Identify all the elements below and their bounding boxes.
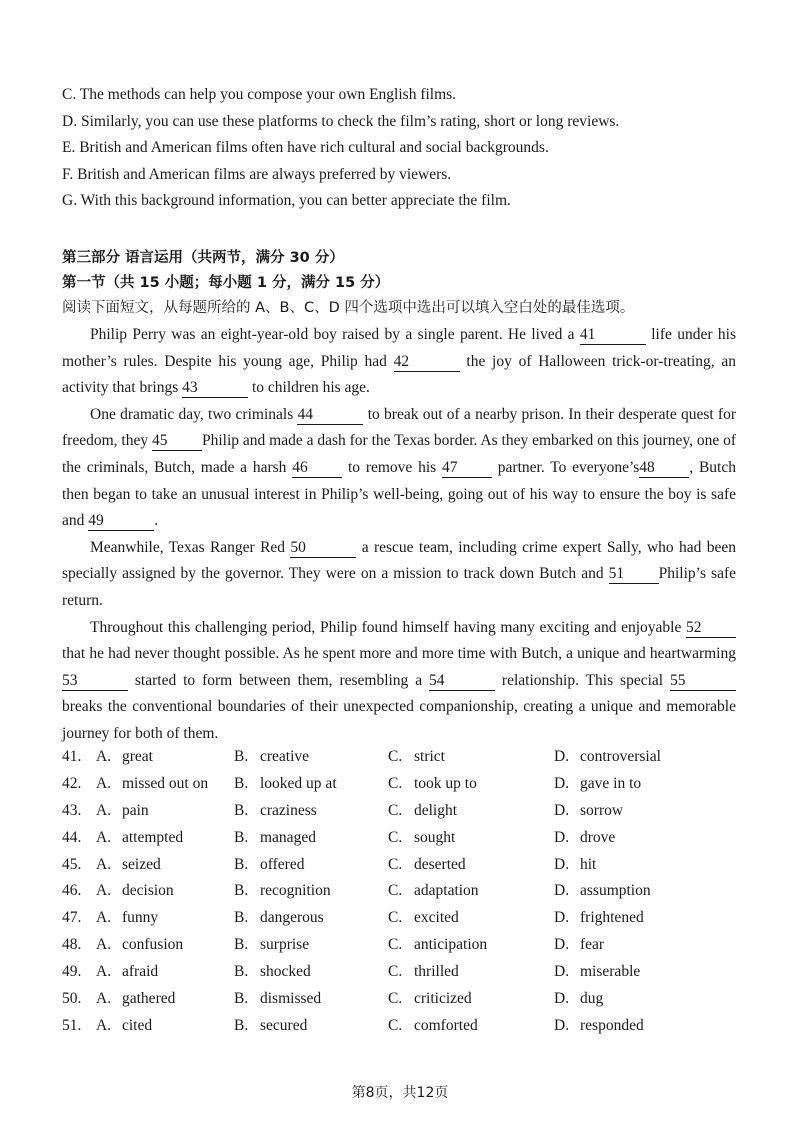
choice-text: looked up at <box>260 774 337 792</box>
choice-d <box>554 1013 644 1040</box>
choice-letter: D. <box>554 855 570 873</box>
choice-text: attempted <box>122 828 184 846</box>
choice-text: decision <box>122 882 174 900</box>
choice-letter: D. <box>554 990 570 1008</box>
passage-text: started to form between them, resembling a <box>128 671 429 689</box>
blank-53: 53 <box>62 672 128 691</box>
choice-text: miserable <box>580 963 641 981</box>
blank-43: 43 <box>182 379 248 398</box>
choice-text: sorrow <box>580 801 624 819</box>
passage-text: a rescue team, including crime expert Sally, who had been specially assigned by the governor. They were on a mission to track down Butch and <box>62 538 736 583</box>
question-number: 45. <box>62 855 82 873</box>
choice-a <box>96 825 183 852</box>
choice-c <box>388 771 477 798</box>
choice-c <box>388 905 459 932</box>
passage-text: to remove his <box>342 458 442 476</box>
choice-text: managed <box>260 828 316 846</box>
choice-text: seized <box>122 855 161 873</box>
question-number: 50. <box>62 990 82 1008</box>
option-e: E. British and American films often have rich cultural and social backgrounds. <box>62 139 549 156</box>
choice-letter: B. <box>234 990 249 1008</box>
choice-b <box>234 825 316 852</box>
passage-text: to break out of a nearby prison. In their desperate quest for freedom, they <box>62 405 736 450</box>
choice-b <box>234 986 321 1013</box>
choice-text: dismissed <box>260 990 322 1008</box>
choice-letter: B. <box>234 963 249 981</box>
passage-text: the joy of Halloween trick-or-treating, an activity that brings <box>62 352 737 397</box>
choice-letter: B. <box>234 748 249 765</box>
choice-text: secured <box>260 1016 308 1034</box>
choice-letter: A. <box>96 963 112 981</box>
choice-text: assumption <box>580 882 651 900</box>
choice-text: gathered <box>122 990 176 1008</box>
passage-text: Meanwhile, Texas Ranger Red <box>90 538 291 556</box>
blank-46: 46 <box>292 459 342 478</box>
question-row <box>62 798 762 825</box>
blank-48: 48 <box>639 459 689 478</box>
choice-letter: A. <box>96 990 112 1008</box>
choice-c <box>388 852 466 879</box>
question-row <box>62 932 762 959</box>
choice-letter: A. <box>96 909 112 927</box>
choice-text: criticized <box>414 990 472 1008</box>
choice-text: great <box>122 748 153 765</box>
question-row <box>62 852 762 879</box>
choice-text: comforted <box>414 1016 478 1034</box>
choice-text: deserted <box>414 855 466 873</box>
choice-letter: D. <box>554 882 570 900</box>
blank-50: 50 <box>290 539 356 558</box>
choice-text: excited <box>414 909 459 927</box>
passage-text: to children his age. <box>248 379 370 397</box>
passage-text: life under his mother’s rules. Despite his young age, Philip had <box>62 326 736 370</box>
choice-text: thrilled <box>414 963 459 981</box>
passage-text: breaks the conventional boundaries of their unexpected companionship, creating a unique and memorable journey for both of them. <box>62 698 736 742</box>
question-row <box>62 771 762 798</box>
choice-b <box>234 852 304 879</box>
choice-text: took up to <box>414 774 477 792</box>
option-g: G. With this background information, you can better appreciate the film. <box>62 192 511 209</box>
choice-b <box>234 1013 307 1040</box>
passage-text: Throughout this challenging period, Philip found himself having many exciting and enjoyable <box>90 618 686 636</box>
choice-text: recognition <box>260 882 331 900</box>
question-number: 41. <box>62 748 82 765</box>
blank-49: 49 <box>88 512 154 531</box>
choice-letter: A. <box>96 882 112 900</box>
blank-44: 44 <box>297 406 363 425</box>
passage-text: Philip and made a dash for the Texas border. As they embarked on this journey, one of the criminals, Butch, made a harsh <box>62 432 736 476</box>
passage-paragraph-1 <box>62 322 736 402</box>
cloze-passage <box>62 322 736 748</box>
choice-text: shocked <box>260 963 311 981</box>
passage-text: One dramatic day, two criminals <box>90 405 298 423</box>
question-row <box>62 959 762 986</box>
option-c: C. The methods can help you compose your own English films. <box>62 86 457 103</box>
choice-c <box>388 744 445 771</box>
choice-letter: D. <box>554 828 570 846</box>
choice-letter: D. <box>554 909 570 927</box>
choice-text: funny <box>122 909 159 927</box>
passage-paragraph-3 <box>62 535 736 615</box>
question-number: 48. <box>62 936 82 954</box>
passage-paragraph-4 <box>62 615 736 748</box>
choice-letter: A. <box>96 828 112 846</box>
choice-text: craziness <box>260 801 317 819</box>
section-heading: 第三部分 语言运用（共两节，满分 30 分） <box>62 250 344 266</box>
choice-letter: A. <box>96 801 112 819</box>
choice-letter: D. <box>554 963 570 981</box>
question-row <box>62 878 762 905</box>
option-d: D. Similarly, you can use these platforms to check the film’s rating, short or long reviews. <box>62 112 620 130</box>
option-list <box>62 82 762 215</box>
choice-c <box>388 798 457 825</box>
choice-letter: C. <box>388 855 403 873</box>
choice-text: surprise <box>260 936 310 954</box>
choice-text: pain <box>122 801 149 819</box>
choice-letter: C. <box>388 748 403 765</box>
blank-41: 41 <box>580 326 646 345</box>
choice-text: creative <box>260 748 310 765</box>
choice-letter: D. <box>554 774 570 792</box>
choice-letter: C. <box>388 774 403 792</box>
passage-paragraph-2 <box>62 402 736 535</box>
choice-text: dug <box>580 990 604 1008</box>
choice-text: cited <box>122 1016 153 1034</box>
choice-a <box>96 932 183 959</box>
choice-b <box>234 905 324 932</box>
choice-text: delight <box>414 801 458 819</box>
question-row <box>62 825 762 852</box>
choice-letter: B. <box>234 828 249 846</box>
choice-letter: B. <box>234 855 249 873</box>
choice-letter: A. <box>96 936 112 954</box>
passage-text: relationship. This special <box>495 671 670 689</box>
page-number: 第8页，共12页 <box>351 1085 449 1101</box>
passage-text: Philip’s safe return. <box>62 565 736 609</box>
passage-text: . <box>154 512 159 530</box>
choice-letter: D. <box>554 1016 570 1034</box>
choice-d <box>554 771 641 798</box>
question-number: 46. <box>62 882 82 900</box>
choice-text: fear <box>580 936 605 954</box>
choice-text: responded <box>580 1016 644 1034</box>
choice-letter: A. <box>96 774 112 792</box>
choice-letter: B. <box>234 882 249 900</box>
blank-52: 52 <box>686 619 736 638</box>
blank-55: 55 <box>670 672 736 691</box>
choice-a <box>96 905 158 932</box>
choice-b <box>234 959 311 986</box>
choice-b <box>234 771 337 798</box>
choice-text: anticipation <box>414 936 488 954</box>
choice-letter: A. <box>96 1016 112 1034</box>
choice-text: adaptation <box>414 882 479 900</box>
choice-b <box>234 932 309 959</box>
option-f: F. British and American films are always preferred by viewers. <box>62 165 452 183</box>
choice-letter: C. <box>388 828 403 846</box>
blank-45: 45 <box>152 432 202 451</box>
blank-51: 51 <box>609 565 659 584</box>
choice-a <box>96 798 149 825</box>
choice-letter: C. <box>388 936 403 954</box>
choice-letter: D. <box>554 748 570 765</box>
question-options-table <box>62 744 762 1040</box>
choice-d <box>554 905 644 932</box>
choice-a <box>96 852 161 879</box>
choice-text: offered <box>260 855 305 873</box>
question-number: 44. <box>62 828 82 846</box>
choice-letter: C. <box>388 801 403 819</box>
choice-a <box>96 1013 152 1040</box>
blank-47: 47 <box>442 459 492 478</box>
question-number: 51. <box>62 1016 82 1034</box>
choice-d <box>554 798 623 825</box>
choice-text: gave in to <box>580 774 642 792</box>
choice-c <box>388 825 455 852</box>
choice-text: confusion <box>122 936 184 954</box>
question-number: 42. <box>62 774 82 792</box>
question-row <box>62 905 762 932</box>
section-instruction: 阅读下面短文，从每题所给的 A、B、C、D 四个选项中选出可以填入空白处的最佳选项。 <box>62 300 635 316</box>
choice-d <box>554 932 604 959</box>
section-subheading: 第一节（共 15 小题；每小题 1 分，满分 15 分） <box>62 275 390 291</box>
choice-text: missed out on <box>122 774 209 792</box>
choice-letter: C. <box>388 1016 403 1034</box>
choice-text: hit <box>580 855 597 873</box>
choice-text: drove <box>580 828 616 846</box>
choice-a <box>96 959 158 986</box>
choice-letter: C. <box>388 882 403 900</box>
choice-letter: B. <box>234 801 249 819</box>
choice-letter: D. <box>554 801 570 819</box>
choice-letter: A. <box>96 855 112 873</box>
question-row <box>62 1013 762 1040</box>
choice-c <box>388 878 479 905</box>
choice-letter: C. <box>388 990 403 1008</box>
choice-c <box>388 986 472 1013</box>
choice-text: frightened <box>580 909 644 927</box>
question-number: 49. <box>62 963 82 981</box>
passage-text: that he had never thought possible. As he spent more and more time with Butch, a unique and heartwarming <box>62 645 736 663</box>
passage-text: Philip Perry was an eight-year-old boy raised by a single parent. He lived a <box>90 326 580 343</box>
passage-text: , Butch then began to take an unusual interest in Philip’s well-being, going out of his way to ensure the boy is safe and <box>62 458 736 530</box>
choice-letter: B. <box>234 936 249 954</box>
question-number: 47. <box>62 909 82 927</box>
choice-text: dangerous <box>260 909 324 927</box>
choice-d <box>554 825 615 852</box>
choice-letter: C. <box>388 963 403 981</box>
choice-text: sought <box>414 828 456 846</box>
choice-text: afraid <box>122 963 159 981</box>
choice-d <box>554 878 651 905</box>
choice-letter: C. <box>388 909 403 927</box>
choice-b <box>234 744 309 771</box>
choice-letter: A. <box>96 748 112 765</box>
choice-b <box>234 878 331 905</box>
blank-54: 54 <box>429 672 495 691</box>
question-row <box>62 986 762 1013</box>
passage-text: partner. To everyone’s <box>492 458 640 476</box>
choice-d <box>554 986 603 1013</box>
question-row <box>62 744 762 771</box>
choice-d <box>554 959 640 986</box>
choice-c <box>388 959 459 986</box>
choice-a <box>96 771 208 798</box>
choice-b <box>234 798 317 825</box>
choice-text: strict <box>414 748 445 765</box>
choice-letter: B. <box>234 1016 249 1034</box>
blank-42: 42 <box>394 353 460 372</box>
choice-letter: B. <box>234 909 249 927</box>
choice-text: controversial <box>580 748 661 765</box>
choice-a <box>96 744 153 771</box>
choice-d <box>554 744 661 771</box>
choice-a <box>96 878 174 905</box>
choice-c <box>388 1013 478 1040</box>
choice-a <box>96 986 175 1013</box>
question-number: 43. <box>62 801 82 819</box>
choice-letter: B. <box>234 774 249 792</box>
choice-letter: D. <box>554 936 570 954</box>
choice-c <box>388 932 487 959</box>
choice-d <box>554 852 596 879</box>
